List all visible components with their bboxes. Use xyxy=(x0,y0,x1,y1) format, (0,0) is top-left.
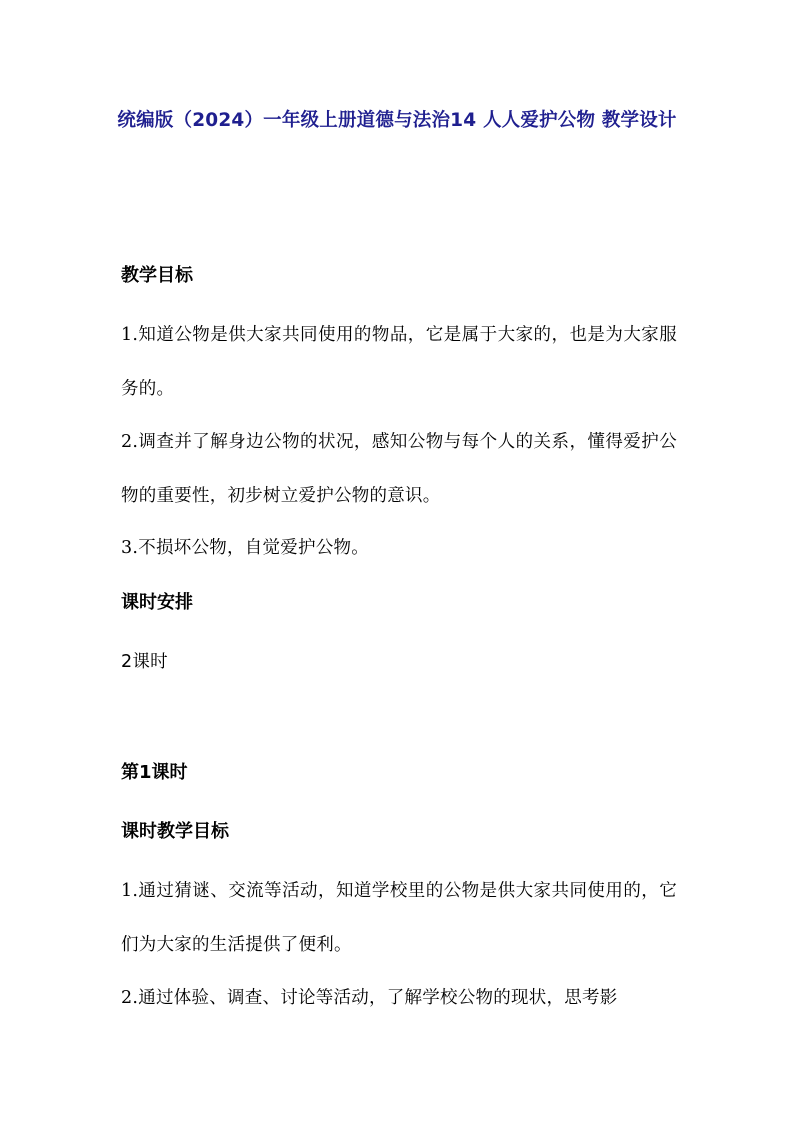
section-heading-teaching-goals: 教学目标 xyxy=(121,265,193,286)
goal-item-1: 1.知道公物是供大家共同使用的物品，它是属于大家的，也是为大家服务的。 xyxy=(121,325,677,399)
section-heading-schedule: 课时安排 xyxy=(121,592,193,613)
section-heading-lesson-1: 第1课时 xyxy=(121,762,188,783)
section-heading-lesson-goals: 课时教学目标 xyxy=(121,821,229,842)
lesson-goal-item-2: 2.通过体验、调查、讨论等活动，了解学校公物的现状，思考影 xyxy=(121,988,618,1008)
goal-item-3: 3.不损坏公物，自觉爱护公物。 xyxy=(121,538,369,558)
schedule-item: 2课时 xyxy=(121,652,168,672)
document-title: 统编版（2024）一年级上册道德与法治14 人人爱护公物 教学设计 xyxy=(117,110,677,131)
lesson-goal-item-1: 1.通过猜谜、交流等活动，知道学校里的公物是供大家共同使用的，它们为大家的生活提供了便利。 xyxy=(121,881,677,955)
goal-item-2: 2.调查并了解身边公物的状况，感知公物与每个人的关系，懂得爱护公物的重要性，初步树立爱护公物的意识。 xyxy=(121,432,677,506)
